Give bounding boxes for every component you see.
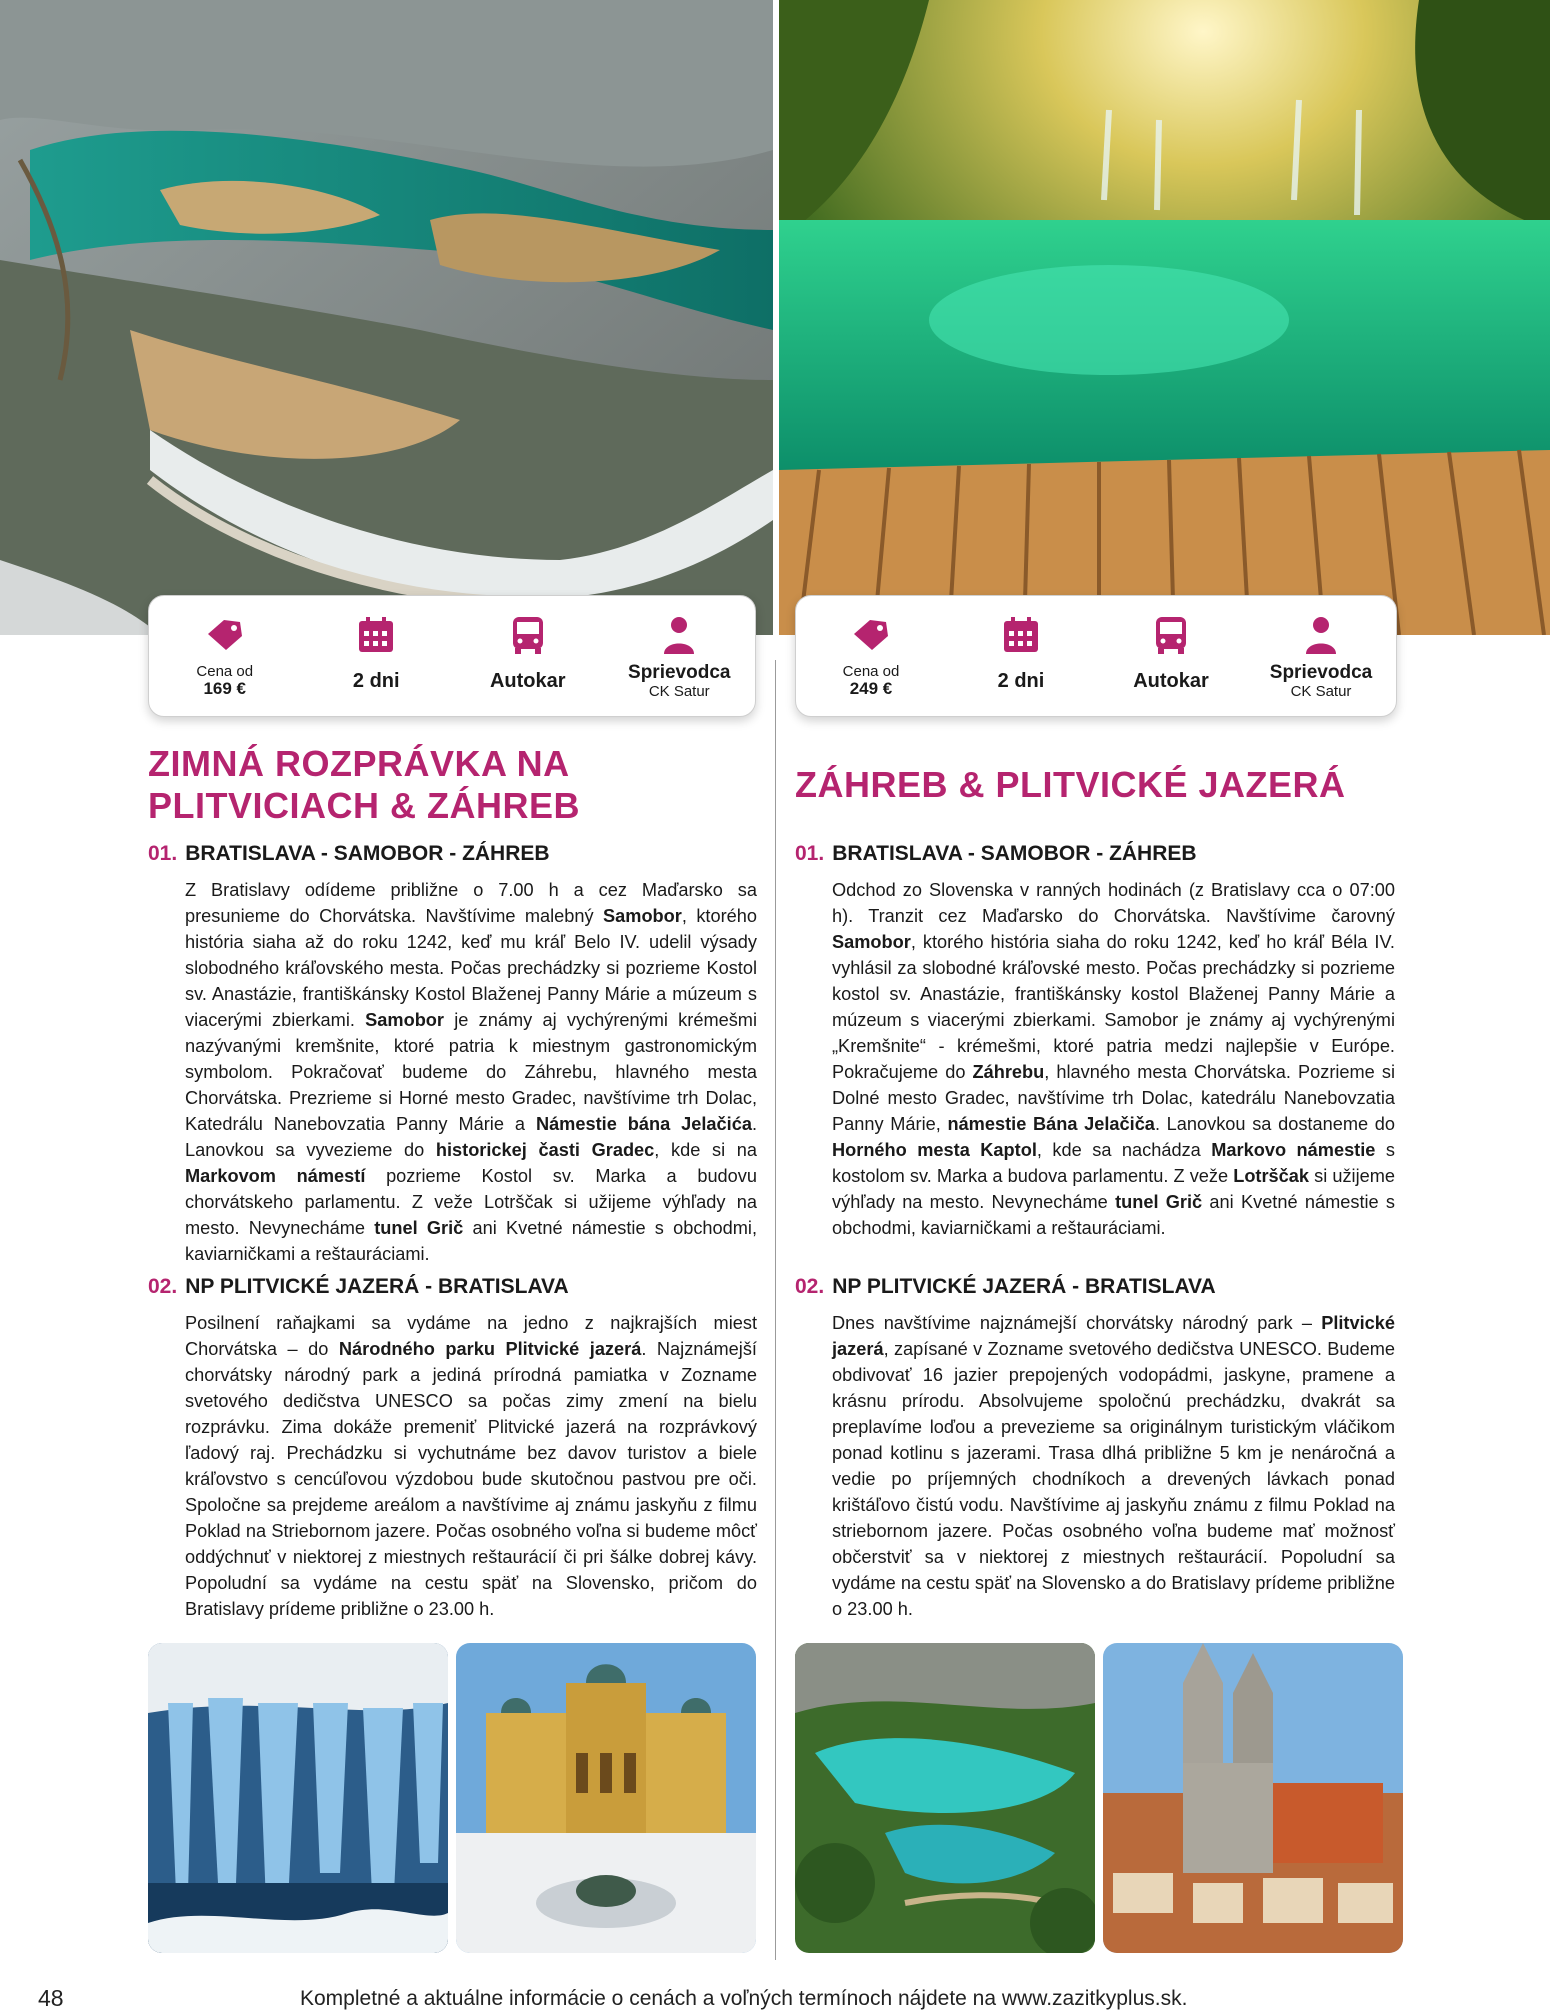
day-heading <box>148 1275 758 1299</box>
highlighted-term: historickej časti Gradec <box>435 1140 655 1160</box>
day-heading <box>795 842 1395 866</box>
tour-info-card <box>795 595 1397 717</box>
price-tag-icon <box>850 614 892 656</box>
highlighted-term: tunel Grič <box>1115 1192 1203 1212</box>
transport-value: Autokar <box>489 670 566 692</box>
price-label: Cena od <box>842 663 900 680</box>
highlighted-term: Záhrebu <box>972 1062 1045 1082</box>
tour-title <box>795 764 1395 806</box>
day-number: 01. <box>795 842 825 865</box>
highlighted-term: tunel Grič <box>374 1218 464 1238</box>
duration-info <box>946 596 1096 716</box>
highlighted-term: Samobor <box>365 1010 444 1030</box>
highlighted-term: Markovom námestí <box>185 1166 366 1186</box>
day-description: Dnes navštívime najznámejší chorvátsky národný park – Plitvické jazerá, zapísané v Zozname svetového dedičstva UNESCO. Budeme obdivovať 16 jazier prepojených vodopádmi, jaskyne, pramene a krásnu prírodu. Absolvujeme spoločnú prechádzku, dvakrát sa preplavíme loďou a prevezieme sa originálnym turistickým vláčikom ponad kotlinu s jazerami. Trasa dlhá približne 5 km je nenáročná a vedie po príjemných chodníkoch a drevených lávkach ponad krištáľovo čistú vodu. Navštívime aj jaskyňu známu z filmu Poklad na striebornom jazere. Počas osobného voľna budeme mať možnosť občerstviť sa v niektorej z miestnych reštaurácií. Popoludní sa vydáme na cestu späť na Slovensko a do Bratislavy prídeme približne o 23.00 h. <box>832 1313 1395 1619</box>
day-description: Odchod zo Slovenska v ranných hodinách (z Bratislavy cca o 07:00 h). Tranzit cez Maďarsko do Chorvátska. Navštívime čarovný Samobor, ktorého história siaha do roku 1242, keď ho kráľ Béla IV. vyhlásil za slobodné kráľovské mesto. Počas prechádzky si pozrieme kostol sv. Anastázie, františkánsky kostol Blaženej Panny Márie a múzeum s viacerými zbierkami. Samobor je známy aj vychýrenými „Kremšnite“ - krémešmi, ktoré patria medzi najlepšie v Európe. Pokračujeme do Záhrebu, hlavného mesta Chorvátska. Pozrieme si Dolné mesto Gradec, navštívime trh Dolac, katedrálu Nanebovzatia Panny Márie, námestie Bána Jelačiča. Lanovkou sa dostaneme do Horného mesta Kaptol, kde sa nachádza Markovo námestie s kostolom sv. Marka a budova parlamentu. Z veže Lotrščak si užijeme výhľady na mesto. Nevynecháme tunel Grič ani Kvetné námestie s obchodmi, kaviarničkami a reštauráciami. <box>832 880 1396 1238</box>
guide-info <box>1246 596 1396 716</box>
person-icon <box>1300 614 1342 656</box>
bus-icon <box>507 614 549 656</box>
footer-info: Kompletné a aktuálne informácie o cenách a voľných termínoch nájdete na www.zazitkyplus.sk. <box>300 1987 1188 2010</box>
day-description: Posilnení raňajkami sa vydáme na jedno z najkrajších miest Chorvátska – do Národného parku Plitvické jazerá. Najznámejší chorvátsky národný park a jediná prírodná pamiatka v Zozname svetového dedičstva UNESCO sa počas zimy zmení na bielu rozprávku. Zima dokáže premeniť Plitvické jazerá na rozprávkový ľadový raj. Prechádzku si vychutnáme bez davov turistov a biele kráľovstvo s cencúľovou výzdobou bude skutočnou pastvou pre oči. Spoločne sa prejdeme areálom a navštívime aj známu jaskyňu z filmu Poklad na Striebornom jazere. Počas osobného voľna si budeme môcť oddýchnuť v niektorej z miestnych reštaurácií či pri šálke dobrej kávy. Popoludní sa vydáme na cestu späť na Slovensko, pričom do Bratislavy prídeme približne o 23.00 h. <box>185 1313 757 1619</box>
tour-title-line1: ZIMNÁ ROZPRÁVKA NA <box>148 743 570 784</box>
person-icon <box>658 614 700 656</box>
transport-info <box>452 596 604 716</box>
calendar-icon <box>355 614 397 656</box>
price-tag-icon <box>204 614 246 656</box>
highlighted-term: Markovo námestie <box>1211 1140 1376 1160</box>
price-value: 249 € <box>849 679 893 698</box>
guide-value: Sprievodca <box>1269 662 1373 683</box>
price-info <box>796 596 946 716</box>
guide-company: CK Satur <box>648 683 710 700</box>
day-description: Z Bratislavy odídeme približne o 7.00 h a cez Maďarsko sa presunieme do Chorvátska. Navštívime malebný Samobor, ktorého história siaha až do roku 1242, keď mu kráľ Belo IV. udelil výsady slobodného kráľovského mesta. Počas prechádzky si pozrieme Kostol sv. Anastázie, františkánsky Kostol Blaženej Panny Márie a múzeum s viacerými zbierkami. Samobor je známy aj vychýrenými krémešmi nazývanými kremšnite, ktoré patria k miestnym gastronomickým symbolom. Pokračovať budeme do Záhrebu, hlavného mesta Chorvátska. Prezrieme si Horné mesto Gradec, navštívime trh Dolac, Katedrálu Nanebovzatia Panny Márie a Námestie bána Jelačića. Lanovkou sa vyvezieme do historickej časti Gradec, kde si na Markovom námestí pozrieme Kostol sv. Marka a budovu chorvátskeho parlamentu. Z veže Lotrščak si užijeme výhľady na mesto. Nevynecháme tunel Grič ani Kvetné námestie s obchodmi, kaviarničkami a reštauráciami. <box>185 880 758 1264</box>
day-number: 01. <box>148 842 178 865</box>
hero-photo-plitvice-lake <box>779 0 1550 635</box>
photo-frozen-waterfall <box>148 1643 448 1953</box>
highlighted-term: Samobor <box>832 932 911 952</box>
duration-info <box>301 596 453 716</box>
day-title: BRATISLAVA - SAMOBOR - ZÁHREB <box>832 842 1197 865</box>
tour-title <box>148 743 758 827</box>
photo-croatian-national-theatre <box>456 1643 756 1953</box>
duration-value: 2 dni <box>352 670 400 692</box>
day-heading <box>148 842 758 866</box>
tour-title-line1: ZÁHREB & PLITVICKÉ JAZERÁ <box>795 764 1346 805</box>
highlighted-term: Národného parku Plitvické jazerá <box>338 1339 642 1359</box>
highlighted-term: námestie Bána Jelačiča <box>947 1114 1155 1134</box>
hero-photo-plitvice-winter <box>0 0 773 635</box>
tour-info-card <box>148 595 756 717</box>
highlighted-term: Plitvické jazerá <box>832 1313 1395 1359</box>
duration-value: 2 dni <box>997 670 1045 692</box>
transport-info <box>1096 596 1246 716</box>
day-title: NP PLITVICKÉ JAZERÁ - BRATISLAVA <box>832 1275 1216 1298</box>
highlighted-term: Samobor <box>603 906 682 926</box>
day-title: BRATISLAVA - SAMOBOR - ZÁHREB <box>185 842 550 865</box>
day-number: 02. <box>795 1275 825 1298</box>
price-value: 169 € <box>203 679 247 698</box>
highlighted-term: Lotrščak <box>1233 1166 1310 1186</box>
day-title: NP PLITVICKÉ JAZERÁ - BRATISLAVA <box>185 1275 569 1298</box>
photo-plitvice-lakes-aerial <box>795 1643 1095 1953</box>
day-number: 02. <box>148 1275 178 1298</box>
column-divider <box>775 660 776 1960</box>
price-info <box>149 596 301 716</box>
price-label: Cena od <box>196 663 254 680</box>
guide-info <box>604 596 756 716</box>
photo-zagreb-cathedral <box>1103 1643 1403 1953</box>
page-number: 48 <box>38 1985 64 2011</box>
highlighted-term: Námestie bána Jelačića <box>535 1114 752 1134</box>
guide-value: Sprievodca <box>628 662 731 683</box>
guide-company: CK Satur <box>1290 683 1352 700</box>
day-heading <box>795 1275 1395 1299</box>
tour-title-line2: PLITVICIACH & ZÁHREB <box>148 785 580 826</box>
transport-value: Autokar <box>1133 670 1209 692</box>
tour-column-right <box>775 0 1550 2015</box>
highlighted-term: Horného mesta Kaptol <box>832 1140 1037 1160</box>
bus-icon <box>1150 614 1192 656</box>
calendar-icon <box>1000 614 1042 656</box>
